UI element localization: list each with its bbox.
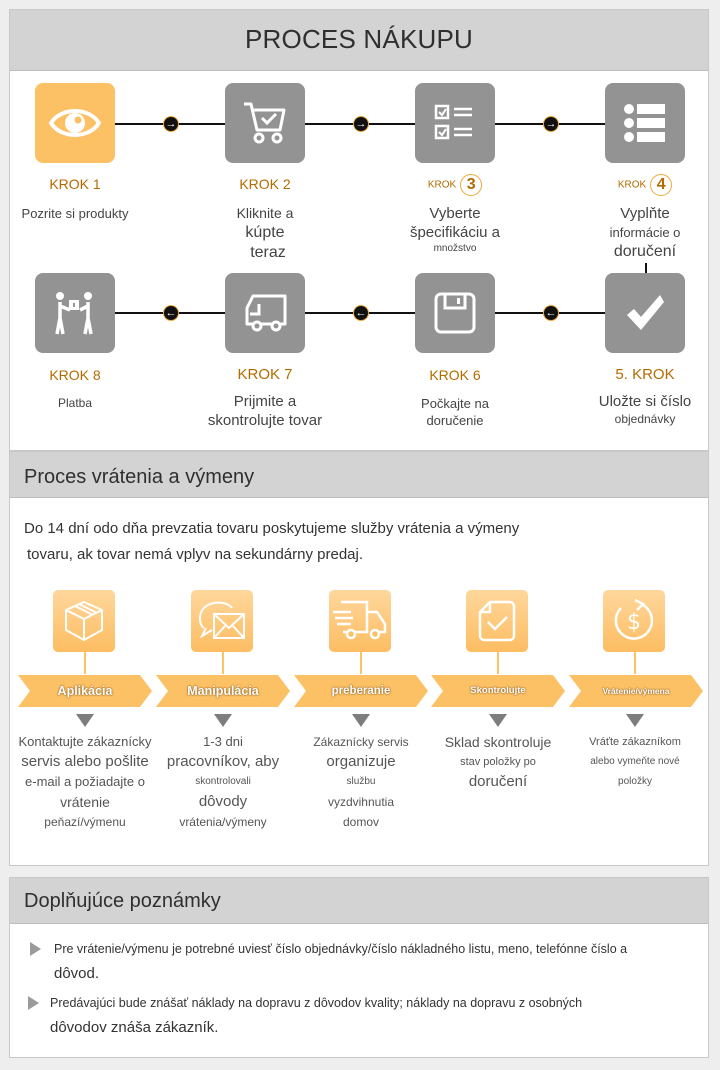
arrow-right-icon: → (545, 118, 557, 130)
return-step-2-banner (156, 675, 290, 707)
down-arrow-icon (76, 714, 94, 727)
return-step-2-tile (191, 590, 253, 652)
return-step-label: Vrátenie/výmena (602, 686, 670, 696)
stem-line (634, 652, 636, 674)
note-line: Predávajúci bude znášať náklady na dopravu z dôvodov kvality; náklady na dopravu z osobných (50, 996, 583, 1010)
desc-line: doručenie (426, 413, 484, 428)
desc-line: Sklad skontroluje (444, 734, 552, 750)
desc-line: Kontaktujte zákaznícky (18, 734, 152, 749)
triangle-bullet-icon (30, 942, 41, 956)
down-arrow-icon (352, 714, 370, 727)
desc-line: informácie o (609, 225, 681, 240)
desc-line: Vyplňte (620, 205, 670, 222)
return-step-2-desc (153, 732, 293, 832)
return-step-3-desc (291, 732, 431, 832)
desc-line: Prijmite a (233, 393, 297, 410)
desc-line: Zákaznícky servis (313, 735, 409, 749)
desc-line: položky (618, 776, 652, 787)
return-step-3-banner (294, 675, 428, 707)
document-check-icon (474, 598, 520, 644)
desc-line: peňazí/výmenu (44, 815, 126, 829)
desc-line: organizuje (326, 753, 396, 770)
desc-line: stav položky po (460, 756, 536, 768)
step-number-badge: 4 (650, 174, 672, 196)
step-2-desc (180, 204, 350, 263)
step-6-tile (415, 273, 495, 353)
step-label-prefix: KROK (427, 179, 457, 191)
truck-icon (239, 290, 291, 336)
step-5-tile (605, 273, 685, 353)
step-5-desc (560, 392, 720, 428)
return-step-5-desc (565, 732, 705, 792)
box-icon (61, 598, 107, 644)
step-3-tile (415, 83, 495, 163)
desc-line: domov (342, 815, 380, 829)
arrow-left-icon: ← (545, 307, 557, 319)
step-8-desc (0, 394, 160, 413)
stem-line (360, 652, 362, 674)
return-step-label: preberanie (331, 685, 391, 697)
svg-text:$: $ (627, 610, 641, 635)
arrow-right-icon: → (355, 118, 367, 130)
chat-mail-icon (196, 598, 248, 644)
desc-line: doručení (613, 243, 677, 260)
refund-dollar-icon (611, 598, 657, 644)
returns-title: Proces vrátenia a výmeny (10, 452, 708, 498)
return-step-label: Manipulácia (187, 684, 259, 698)
desc-line: službu (346, 776, 376, 787)
step-3-desc (370, 204, 540, 256)
handover-icon (50, 288, 100, 338)
step-6-desc (370, 394, 540, 429)
eye-icon (47, 95, 103, 151)
desc-line: Pozrite si produkty (21, 206, 129, 221)
down-arrow-icon (214, 714, 232, 727)
step-7-label: KROK 7 (237, 366, 293, 383)
note-item (30, 938, 690, 988)
desc-line: pracovníkov, aby (166, 753, 280, 770)
desc-line: objednávky (614, 412, 676, 426)
desc-line: Počkajte na (421, 396, 489, 411)
returns-panel (9, 451, 709, 866)
desc-line: Platba (57, 396, 93, 410)
return-step-1-desc (15, 732, 155, 832)
return-step-label: Skontrolujte (470, 685, 526, 696)
step-7-tile (225, 273, 305, 353)
desc-line: dôvody (198, 793, 248, 810)
return-step-3-tile (329, 590, 391, 652)
stem-line (222, 652, 224, 674)
arrow-right-icon: → (165, 118, 177, 130)
stem-line (497, 652, 499, 674)
desc-line: teraz (250, 244, 286, 261)
returns-intro (24, 516, 684, 568)
desc-line: kúpte (245, 224, 285, 241)
stem-line (84, 652, 86, 674)
desc-line: Uložte si číslo (598, 393, 692, 410)
delivery-truck-icon (331, 598, 389, 644)
step-2-tile (225, 83, 305, 163)
intro-line: Do 14 dní odo dňa prevzatia tovaru poskytujeme služby vrátenia a výmeny (24, 520, 520, 537)
desc-line: Vyberte (429, 205, 481, 222)
step-number-badge: 3 (460, 174, 482, 196)
down-arrow-icon (489, 714, 507, 727)
floppy-disk-icon (432, 290, 478, 336)
intro-line: tovaru, ak tovar nemá vplyv na sekundárny predaj. (27, 546, 364, 563)
list-icon (620, 98, 670, 148)
checklist-icon (430, 98, 480, 148)
desc-line: množstvo (433, 243, 477, 254)
desc-line: skontrolujte tovar (207, 412, 323, 429)
step-2-label: KROK 2 (239, 176, 291, 192)
note-item (30, 992, 690, 1042)
step-5-label: 5. KROK (615, 366, 675, 383)
notes-panel (9, 877, 709, 1058)
connector-line (645, 263, 647, 273)
return-step-label: Aplikácia (57, 684, 113, 698)
step-1-desc (0, 204, 160, 223)
step-4-tile (605, 83, 685, 163)
return-step-5-tile (603, 590, 665, 652)
desc-line: špecifikáciu a (409, 224, 501, 241)
desc-line: Vráťte zákazníkom (589, 736, 681, 748)
arrow-left-icon: ← (165, 307, 177, 319)
triangle-bullet-icon (28, 996, 39, 1010)
checkmark-icon (622, 290, 668, 336)
note-line: dôvod. (54, 965, 100, 982)
desc-line: Kliknite a (236, 205, 294, 221)
down-arrow-icon (626, 714, 644, 727)
return-step-1-banner (18, 675, 152, 707)
return-step-4-tile (466, 590, 528, 652)
return-step-4-desc (428, 732, 568, 792)
notes-title: Doplňujúce poznámky (10, 878, 708, 924)
return-step-5-banner (569, 675, 703, 707)
desc-line: e-mail a požiadajte o (25, 774, 145, 789)
step-6-label: KROK 6 (429, 367, 481, 383)
step-1-label: KROK 1 (49, 176, 101, 192)
note-line: Pre vrátenie/výmenu je potrebné uviesť číslo objednávky/číslo nákladného listu, meno, telefónne číslo a (54, 942, 628, 956)
step-8-label: KROK 8 (49, 367, 101, 383)
step-4-desc (560, 204, 720, 261)
purchase-process-panel (9, 9, 709, 451)
step-1-tile (35, 83, 115, 163)
purchase-process-title: PROCES NÁKUPU (10, 10, 708, 71)
step-7-desc (180, 392, 350, 430)
desc-line: servis alebo pošlite (21, 753, 149, 770)
return-step-1-tile (53, 590, 115, 652)
desc-line: 1-3 dni (203, 734, 243, 749)
desc-line: vyzdvihnutia (327, 795, 395, 809)
step-8-tile (35, 273, 115, 353)
desc-line: doručení (468, 773, 528, 790)
note-line: dôvodov znáša zákazník. (50, 1019, 219, 1036)
desc-line: skontrolovali (195, 776, 251, 787)
step-3-label (380, 174, 530, 196)
cart-check-icon (240, 98, 290, 148)
step-label-prefix: KROK (617, 179, 647, 191)
desc-line: vrátenie (60, 794, 110, 810)
return-step-4-banner (431, 675, 565, 707)
desc-line: vrátenia/výmeny (179, 815, 267, 829)
desc-line: alebo vymeňte nové (590, 756, 680, 767)
arrow-left-icon: ← (355, 307, 367, 319)
step-4-label (570, 174, 720, 196)
